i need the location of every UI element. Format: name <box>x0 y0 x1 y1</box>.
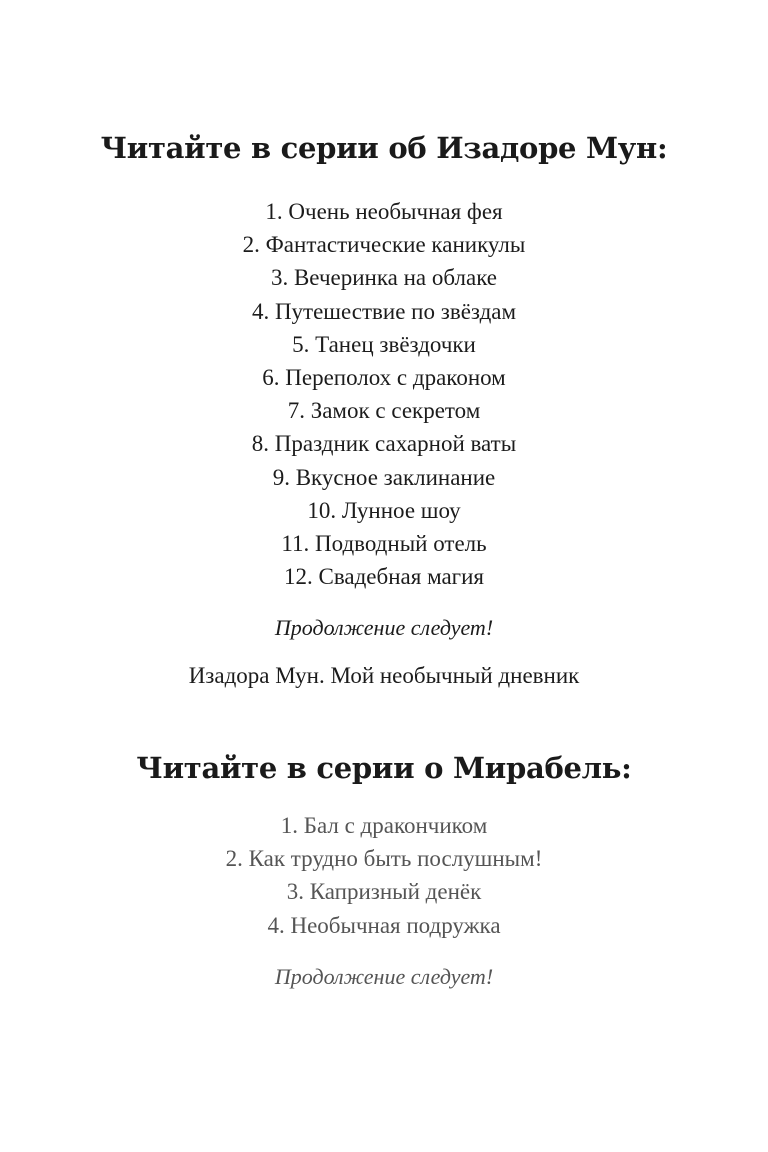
book-title: 2. Фантастические каникулы <box>242 232 526 258</box>
diary-title: Изадора Мун. Мой необычный дневник <box>188 663 580 689</box>
isadora-book-list <box>0 195 768 593</box>
mirabelle-series-section <box>0 750 768 992</box>
book-title: 9. Вкусное заклинание <box>272 464 496 490</box>
book-title: 7. Замок с секретом <box>287 398 481 424</box>
book-title: 4. Путешествие по звёздам <box>251 298 517 324</box>
book-title: 10. Лунное шоу <box>307 497 461 523</box>
mirabelle-book-list <box>0 809 768 942</box>
book-title: 2. Как трудно быть послушным! <box>225 846 543 872</box>
book-title: 1. Очень необычная фея <box>265 199 503 224</box>
continuation-note: Продолжение следует! <box>274 963 494 989</box>
book-title: 11. Подводный отель <box>281 531 487 557</box>
book-title: 6. Переполох с драконом <box>262 365 506 391</box>
mirabelle-series-heading: Читайте в серии о Мирабель: <box>136 751 632 785</box>
continuation-note: Продолжение следует! <box>274 615 494 641</box>
book-title: 4. Необычная подружка <box>267 912 501 938</box>
book-title: 3. Капризный денёк <box>286 879 482 905</box>
isadora-series-section <box>0 130 768 691</box>
isadora-series-heading: Читайте в серии об Изадоре Мун: <box>100 131 668 165</box>
book-title: 1. Бал с дракончиком <box>280 813 488 838</box>
book-title: 8. Праздник сахарной ваты <box>251 431 517 457</box>
book-title: 3. Вечеринка на облаке <box>270 265 498 291</box>
book-title: 5. Танец звёздочки <box>292 331 476 357</box>
book-title: 12. Свадебная магия <box>284 564 484 590</box>
